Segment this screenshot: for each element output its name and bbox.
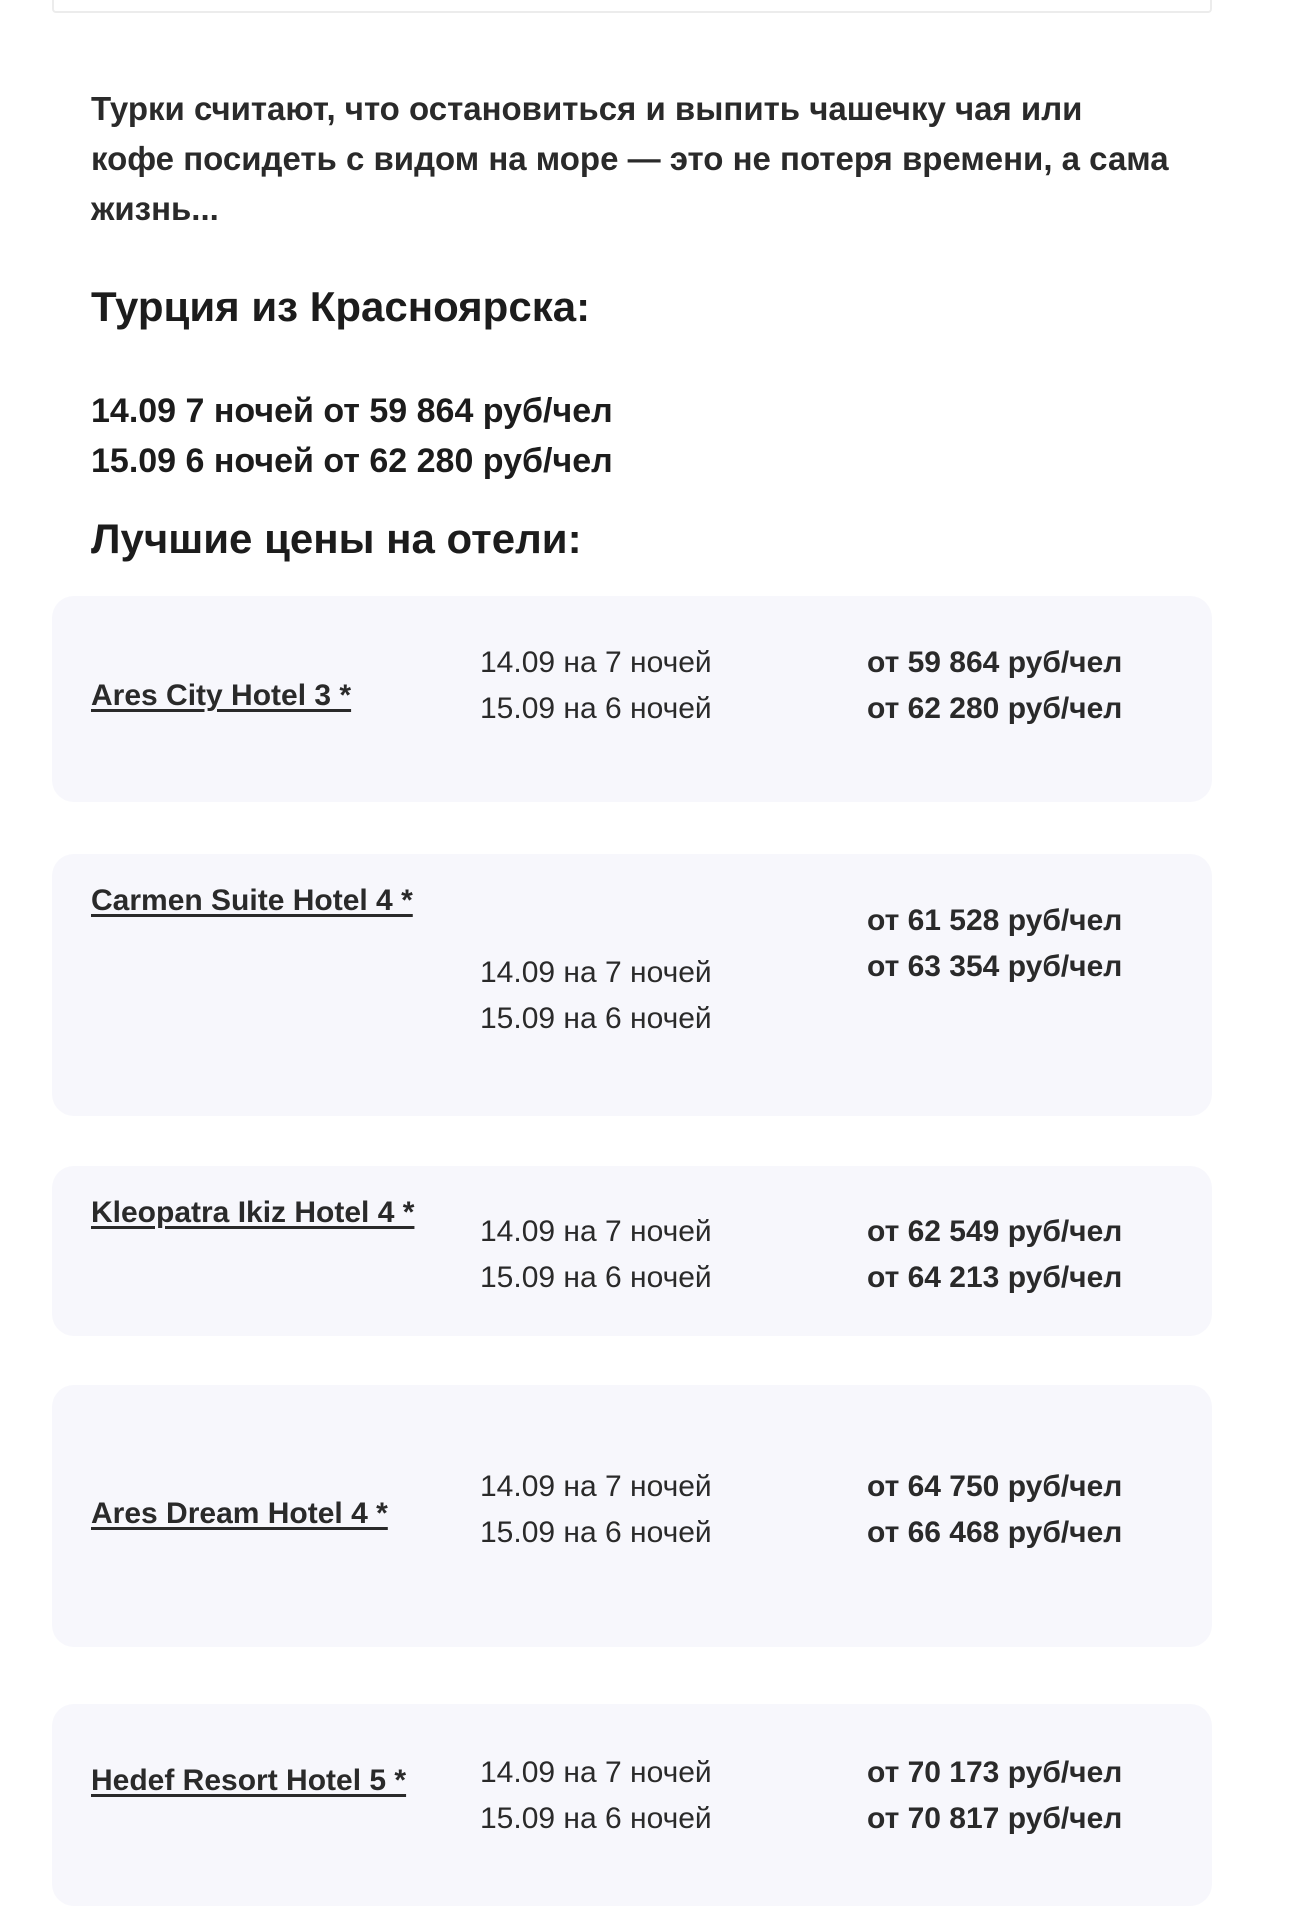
- hotel-link[interactable]: Kleopatra Ikiz Hotel 4 *: [91, 1196, 415, 1229]
- date-line: 15.09 на 6 ночей: [480, 692, 712, 725]
- hotel-card: [52, 596, 1212, 802]
- date-line: 14.09 на 7 ночей: [480, 956, 712, 989]
- previous-card-edge: [52, 0, 1212, 13]
- summary-line: 14.09 7 ночей от 59 864 руб/чел: [91, 392, 613, 430]
- section-title: Турция из Красноярска:: [91, 283, 591, 330]
- hotel-card: [52, 854, 1212, 1116]
- hotel-dates: [480, 640, 712, 732]
- date-line: 15.09 на 6 ночей: [480, 1261, 712, 1294]
- price-summary: [91, 386, 613, 486]
- price-line: от 62 549 руб/чел: [867, 1215, 1123, 1248]
- hotel-prices: [867, 1464, 1122, 1556]
- date-line: 15.09 на 6 ночей: [480, 1802, 712, 1835]
- hotel-dates: [480, 1464, 712, 1556]
- price-line: от 61 528 руб/чел: [867, 904, 1123, 937]
- price-line: от 63 354 руб/чел: [867, 950, 1123, 983]
- price-line: от 64 750 руб/чел: [867, 1470, 1123, 1503]
- hotel-prices: [867, 1209, 1122, 1301]
- date-line: 14.09 на 7 ночей: [480, 1756, 712, 1789]
- hotel-dates: [480, 1750, 712, 1842]
- price-line: от 64 213 руб/чел: [867, 1261, 1123, 1294]
- price-line: от 59 864 руб/чел: [867, 646, 1123, 679]
- hotel-dates: [480, 950, 712, 1042]
- hotel-link[interactable]: Ares Dream Hotel 4 *: [91, 1497, 388, 1530]
- hotels-title: Лучшие цены на отели:: [91, 515, 582, 562]
- hotel-link[interactable]: Ares City Hotel 3 *: [91, 679, 352, 712]
- summary-line: 15.09 6 ночей от 62 280 руб/чел: [91, 442, 613, 480]
- hotel-prices: [867, 898, 1122, 990]
- hotel-prices: [867, 1750, 1122, 1842]
- date-line: 14.09 на 7 ночей: [480, 1215, 712, 1248]
- hotel-card: [52, 1385, 1212, 1647]
- hotel-link[interactable]: Hedef Resort Hotel 5 *: [91, 1764, 407, 1797]
- hotel-link[interactable]: Carmen Suite Hotel 4 *: [91, 884, 413, 917]
- hotel-card: [52, 1166, 1212, 1336]
- price-line: от 70 817 руб/чел: [867, 1802, 1123, 1835]
- date-line: 14.09 на 7 ночей: [480, 1470, 712, 1503]
- price-line: от 66 468 руб/чел: [867, 1516, 1123, 1549]
- date-line: 14.09 на 7 ночей: [480, 646, 712, 679]
- price-line: от 70 173 руб/чел: [867, 1756, 1123, 1789]
- hotel-card: [52, 1704, 1212, 1906]
- hotel-prices: [867, 640, 1122, 732]
- price-line: от 62 280 руб/чел: [867, 692, 1123, 725]
- date-line: 15.09 на 6 ночей: [480, 1516, 712, 1549]
- date-line: 15.09 на 6 ночей: [480, 1002, 712, 1035]
- intro-text: Турки считают, что остановиться и выпить чашечку чая или кофе посидеть с видом на море — это не потеря времени, а сама жизнь...: [91, 90, 1169, 227]
- hotel-dates: [480, 1209, 712, 1301]
